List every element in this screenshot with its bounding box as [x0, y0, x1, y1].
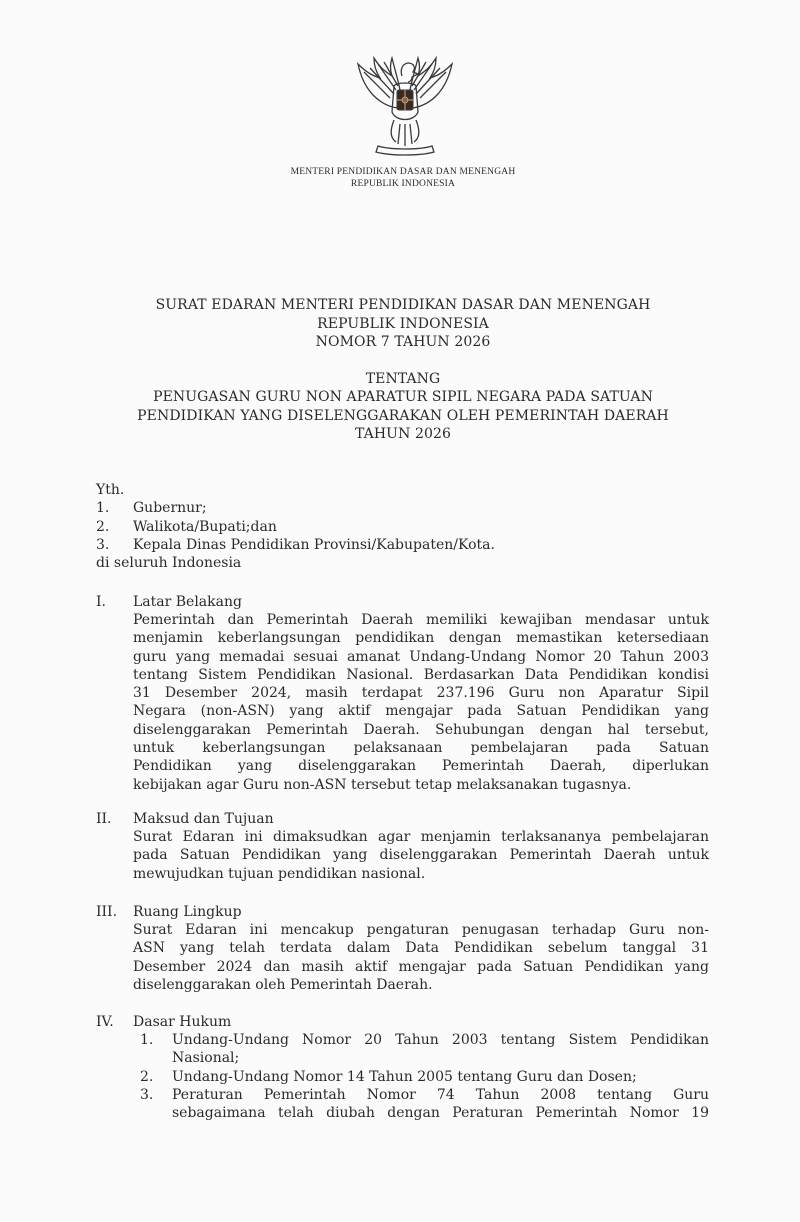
addressee-1-num: 1. — [96, 500, 110, 516]
legal-basis-2 — [172, 1068, 709, 1086]
document-title — [0, 296, 800, 444]
section-1-line: diselenggarakan Pemerintah Daerah. Sehubungan dengan hal tersebut, — [133, 721, 709, 738]
section-2-line: mewujudkan tujuan pendidikan nasional. — [133, 865, 426, 882]
section-1-line: untuk keberlangsungan pelaksanaan pembelajaran pada Satuan — [133, 740, 709, 757]
title-line-5: PENUGASAN GURU NON APARATUR SIPIL NEGARA PADA SATUAN — [153, 389, 653, 405]
title-line-3: NOMOR 7 TAHUN 2026 — [315, 334, 491, 350]
ministry-line-1: MENTERI PENDIDIKAN DASAR DAN MENENGAH — [290, 167, 516, 177]
legal-basis-line: Peraturan Pemerintah Nomor 74 Tahun 2008 tentang Guru — [172, 1087, 709, 1103]
section-1-line: tentang Sistem Pendidikan Nasional. Berdasarkan Data Pendidikan kondisi — [133, 666, 709, 683]
legal-basis-line: Undang-Undang Nomor 14 Tahun 2005 tentang Guru dan Dosen; — [172, 1069, 637, 1085]
section-3-line: diselenggarakan oleh Pemerintah Daerah. — [133, 976, 433, 993]
section-4-heading: Dasar Hukum — [133, 1014, 232, 1030]
legal-basis-1-num: 1. — [140, 1032, 154, 1048]
title-line-7: TAHUN 2026 — [354, 426, 452, 442]
ministry-line-2: REPUBLIK INDONESIA — [350, 179, 456, 189]
garuda-emblem — [350, 50, 460, 162]
section-3-line: Desember 2024 dan masih aktif mengajar pada Satuan Pendidikan yang — [133, 958, 709, 975]
addressee-3-num: 3. — [96, 537, 110, 553]
section-2-body — [133, 828, 709, 883]
addressee-1: Gubernur; — [133, 500, 207, 516]
section-3-num: III. — [96, 904, 118, 920]
title-line-1: SURAT EDARAN MENTERI PENDIDIKAN DASAR DAN MENENGAH — [155, 297, 651, 313]
ministry-header — [0, 166, 800, 190]
section-1-line: menjamin keberlangsungan pendidikan dengan memastikan ketersediaan — [133, 630, 709, 647]
legal-basis-2-num: 2. — [140, 1069, 154, 1085]
title-line-6: PENDIDIKAN YANG DISELENGGARAKAN OLEH PEMERINTAH DAERAH — [137, 407, 669, 424]
section-1-line: Pemerintah dan Pemerintah Daerah memiliki kewajiban mendasar untuk — [133, 612, 709, 628]
addressee-2: Walikota/Bupati;dan — [133, 519, 277, 535]
legal-basis-line: Undang-Undang Nomor 20 Tahun 2003 tentang Sistem Pendidikan — [172, 1032, 709, 1048]
section-3-line: ASN yang telah terdata dalam Data Pendidikan sebelum tanggal 31 — [133, 940, 709, 957]
addressee-2-num: 2. — [96, 519, 110, 535]
legal-basis-line: sebagaimana telah diubah dengan Peraturan Pemerintah Nomor 19 — [172, 1105, 709, 1122]
section-2-line: Surat Edaran ini dimaksudkan agar menjamin terlaksananya pembelajaran — [133, 829, 709, 845]
section-2-num: II. — [96, 811, 112, 827]
legal-basis-line: Nasional; — [172, 1050, 240, 1067]
section-1-body — [133, 611, 709, 794]
addressee-location: di seluruh Indonesia — [96, 555, 242, 571]
section-3-line: Surat Edaran ini mencakup pengaturan penugasan terhadap Guru non- — [133, 922, 709, 938]
title-line-2: REPUBLIK INDONESIA — [317, 315, 489, 332]
section-2-heading: Maksud dan Tujuan — [133, 811, 274, 827]
legal-basis-3 — [172, 1086, 709, 1123]
section-1-line: kebijakan agar Guru non-ASN tersebut tetap melaksanakan tugasnya. — [133, 776, 632, 793]
section-2-line: pada Satuan Pendidikan yang diselenggarakan Pemerintah Daerah untuk — [133, 847, 709, 864]
title-tentang: TENTANG — [365, 370, 441, 387]
section-1-line: guru yang memadai sesuai amanat Undang-Undang Nomor 20 Tahun 2003 — [133, 648, 709, 665]
addressee-3: Kepala Dinas Pendidikan Provinsi/Kabupaten/Kota. — [133, 537, 495, 553]
yth-label: Yth. — [96, 482, 125, 498]
section-4-num: IV. — [96, 1014, 114, 1030]
section-1-line: Negara (non-ASN) yang aktif mengajar pada Satuan Pendidikan yang — [133, 703, 709, 720]
legal-basis-1 — [172, 1031, 709, 1068]
section-3-heading: Ruang Lingkup — [133, 904, 242, 920]
section-1-heading: Latar Belakang — [133, 594, 242, 610]
section-1-line: Pendidikan yang diselenggarakan Pemerintah Daerah, diperlukan — [133, 758, 709, 775]
section-3-body — [133, 921, 709, 994]
section-1-num: I. — [96, 594, 106, 610]
legal-basis-3-num: 3. — [140, 1087, 154, 1103]
section-1-line: 31 Desember 2024, masih terdapat 237.196 Guru non Aparatur Sipil — [133, 685, 709, 702]
